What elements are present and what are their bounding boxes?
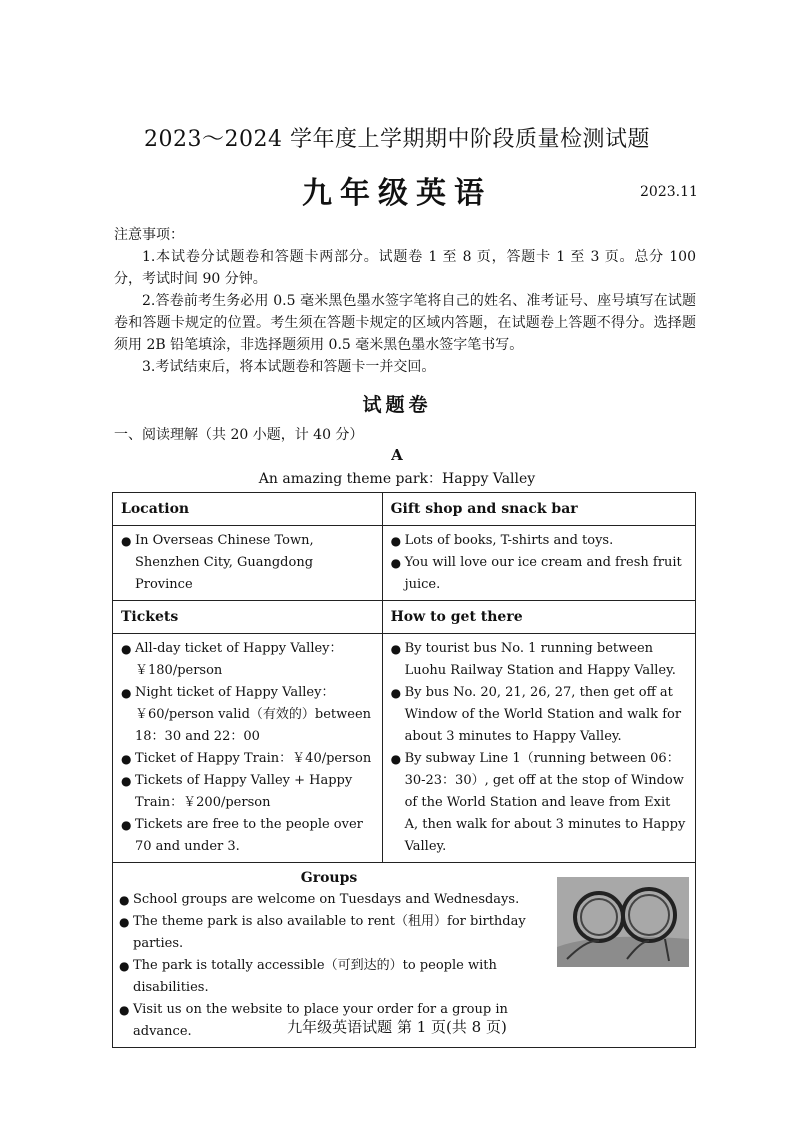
how-to-get-heading: How to get there [382,601,695,634]
roller-coaster-photo [557,877,689,967]
location-heading: Location [113,493,383,526]
ticket-item: ● Ticket of Happy Train：￥40/person [121,748,374,770]
notice-title: 注意事项： [114,227,184,243]
group-item: ● The theme park is also available to rent（租用）for birthday parties. [119,911,559,955]
ticket-item: ● Tickets of Happy Valley + Happy Train：￥200/person [121,770,374,814]
gift-shop-item: ● You will love our ice cream and fresh fruit juice. [391,552,687,596]
tickets-heading: Tickets [113,601,383,634]
passage-label: A [391,446,403,464]
ticket-item: ● Night ticket of Happy Valley：￥60/person valid（有效的）between 18：30 and 22：00 [121,682,374,748]
notice-item-2: 2.答卷前考生务必用 0.5 毫米黑色墨水签字笔将自己的姓名、准考证号、座号填写在试题卷和答题卡规定的位置。考生须在答题卡规定的区域内答题，在试题卷上答题不得分。选择题须用 2B 铅笔填涂，非选择题须用 0.5 毫米黑色墨水签字笔书写。 [114,293,696,353]
notice-item-3: 3.考试结束后，将本试题卷和答题卡一并交回。 [142,359,436,375]
notice-section [114,224,696,378]
route-item: ● By bus No. 20, 21, 26, 27, then get off at Window of the World Station and walk for about 3 minutes to Happy Valley. [391,682,687,748]
group-item: ● Visit us on the website to place your order for a group in advance. [119,999,559,1043]
route-item: ● By tourist bus No. 1 running between Luohu Railway Station and Happy Valley. [391,638,687,682]
group-item: ● The park is totally accessible（可到达的）to people with disabilities. [119,955,559,999]
gift-shop-item: ● Lots of books, T-shirts and toys. [391,530,687,552]
how-to-get-cell [382,634,695,863]
ticket-item: ● Tickets are free to the people over 70 and under 3. [121,814,374,858]
gift-shop-cell [382,526,695,601]
tickets-cell [113,634,383,863]
location-item: ● In Overseas Chinese Town, Shenzhen City, Guangdong Province [121,530,374,596]
theme-park-table [112,492,696,1048]
location-cell [113,526,383,601]
gift-shop-heading: Gift shop and snack bar [382,493,695,526]
group-item: ● School groups are welcome on Tuesdays and Wednesdays. [119,889,559,911]
exam-title: 2023～2024 学年度上学期期中阶段质量检测试题 [144,127,650,152]
section-header: 试题卷 [362,394,432,416]
route-item: ● By subway Line 1（running between 06：30-23：30）, get off at the stop of Window of the World Station and leave from Exit A, then walk for about 3 minutes to Happy Valley. [391,748,687,858]
exam-date: 2023.11 [640,184,698,200]
table-caption: An amazing theme park：Happy Valley [258,471,536,487]
part-title: 一、阅读理解（共 20 小题，计 40 分） [114,427,364,443]
groups-heading: Groups [300,870,358,886]
notice-item-1: 1.本试卷分试题卷和答题卡两部分。试题卷 1 至 8 页，答题卡 1 至 3 页。总分 100 分，考试时间 90 分钟。 [114,249,696,287]
subject-title: 九年级英语 [302,176,492,211]
page-footer: 九年级英语试题 第 1 页(共 8 页) [287,1018,507,1036]
ticket-item: ● All-day ticket of Happy Valley：￥180/person [121,638,374,682]
